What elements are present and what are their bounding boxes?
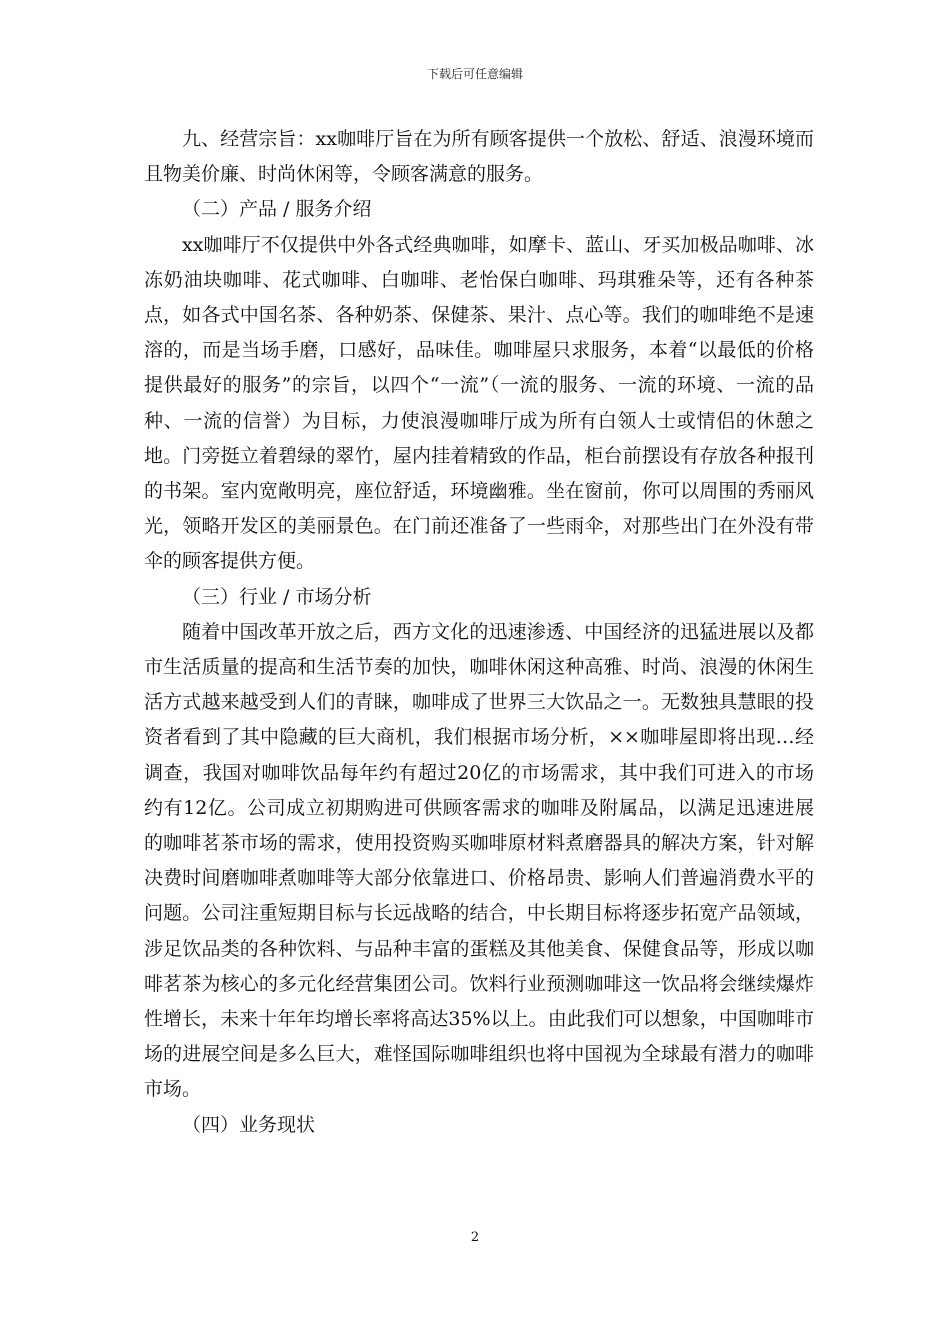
section-heading-products: （二）产品 / 服务介绍 (182, 198, 372, 221)
page-header: 下载后可任意编辑 (426, 67, 523, 81)
section-heading-market: （三）行业 / 市场分析 (182, 585, 372, 608)
paragraph-market: 随着中国改革开放之后，西方文化的迅速渗透、中国经济的迅猛进展以及都市生活质量的提高和生活节奏的加快，咖啡休闲这种高雅、时尚、浪漫的休闲生活方式越来越受到人们的青睐，咖啡成了世界三大饮品之一。无数独具慧眼的投资者看到了其中隐藏的巨大商机，我们根据市场分析，××咖啡屋即将出现…经调查，我国对咖啡饮品每年约有超过20亿的市场需求，其中我们可进入的市场约有12亿。公司成立初期购进可供顾客需求的咖啡及附属品，以满足迅速进展的咖啡茗茶市场的需求，使用投资购买咖啡原材料煮磨器具的解决方案，针对解决费时间磨咖啡煮咖啡等大部分依靠进口、价格昂贵、影响人们普遍消费水平的问题。公司注重短期目标与长远战略的结合，中长期目标将逐步拓宽产品领域，涉足饮品类的各种饮料、与品种丰富的蛋糕及其他美食、保健食品等，形成以咖啡茗茶为核心的多元化经营集团公司。饮料行业预测咖啡这一饮品将会继续爆炸性增长，未来十年年均增长率将高达35%以上。由此我们可以想象，中国咖啡市场的进展空间是多么巨大，难怪国际咖啡组织也将中国视为全球最有潜力的咖啡市场。 (144, 620, 814, 1101)
document-body (144, 122, 814, 1143)
page-number: 2 (470, 1230, 480, 1245)
paragraph-business-purpose: 九、经营宗旨：xx咖啡厅旨在为所有顾客提供一个放松、舒适、浪漫环境而且物美价廉、时尚休闲等，令顾客满意的服务。 (144, 128, 814, 186)
section-heading-business-status: （四）业务现状 (182, 1113, 316, 1136)
paragraph-products: xx咖啡厅不仅提供中外各式经典咖啡，如摩卡、蓝山、牙买加极品咖啡、冰冻奶油块咖啡、花式咖啡、白咖啡、老怡保白咖啡、玛琪雅朵等，还有各种茶点，如各式中国名茶、各种奶茶、保健茶、果汁、点心等。我们的咖啡绝不是速溶的，而是当场手磨，口感好，品味佳。咖啡屋只求服务，本着“以最低的价格提供最好的服务”的宗旨，以四个“一流”（一流的服务、一流的环境、一流的品种、一流的信誉）为目标，力使浪漫咖啡厅成为所有白领人士或情侣的休憩之地。门旁挺立着碧绿的翠竹，屋内挂着精致的作品，柜台前摆设有存放各种报刊的书架。室内宽敞明亮，座位舒适，环境幽雅。坐在窗前，你可以周围的秀丽风光，领略开发区的美丽景色。在门前还准备了一些雨伞，对那些出门在外没有带伞的顾客提供方便。 (144, 233, 814, 573)
